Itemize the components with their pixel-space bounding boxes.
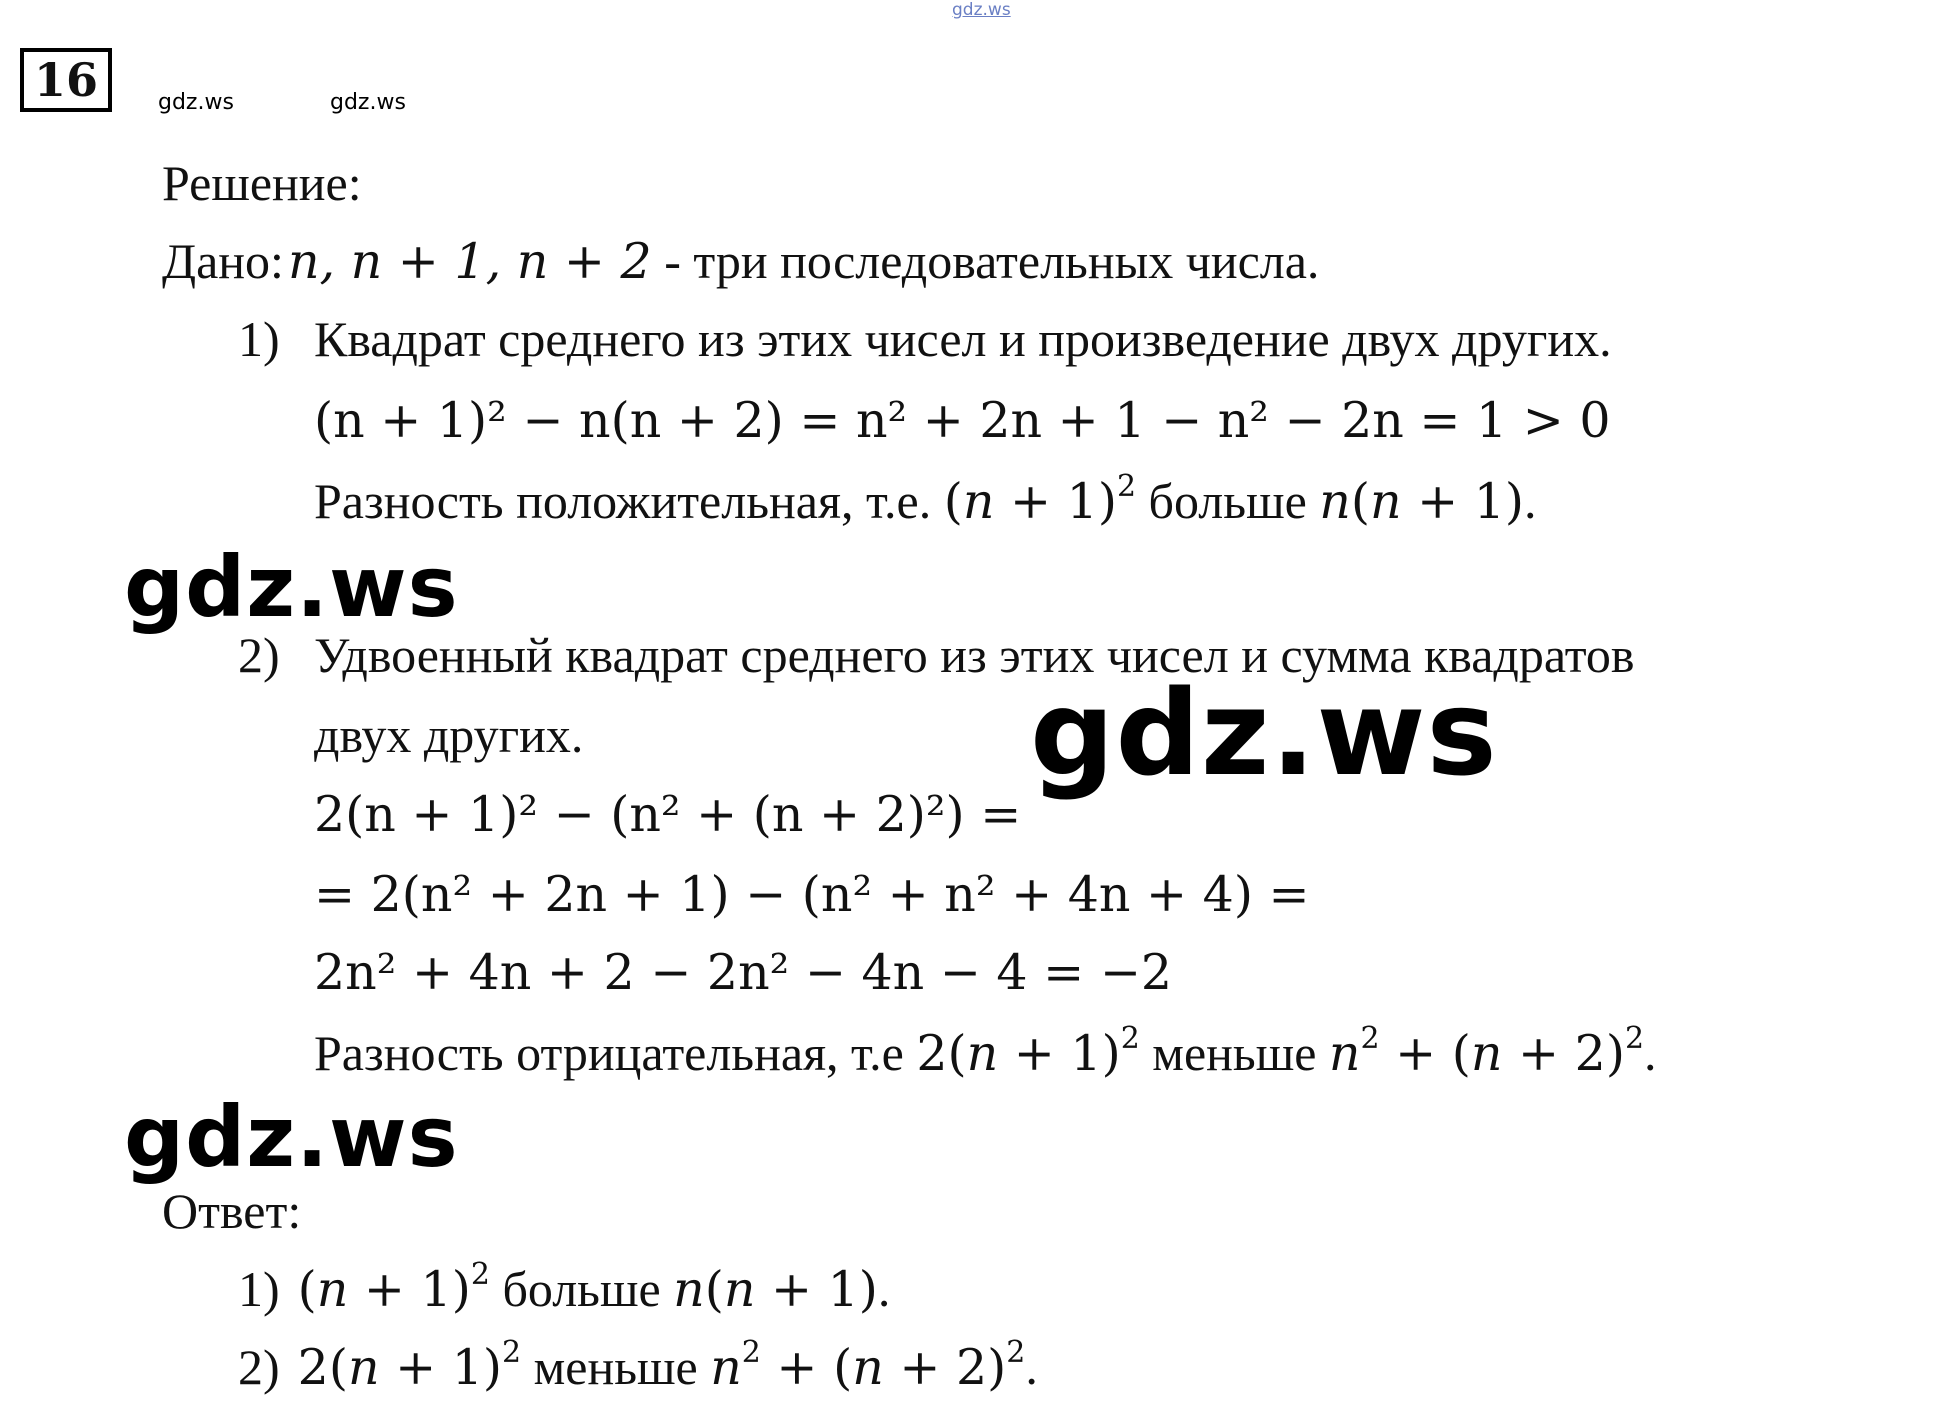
watermark-top[interactable]: gdz.ws [952,0,1011,20]
math-expression: $n^2 + (n + 2)^2$ [1328,1021,1645,1082]
answer-label: Ответ: [162,1183,302,1239]
given-label: Дано: [162,233,284,289]
math-expression: $(n + 1)^2$ [297,1257,490,1318]
period: . [1025,1339,1038,1395]
watermark-small: gdz.ws [330,90,406,115]
answer-item-1 [238,1257,891,1318]
math-expression: n(n + 1) [1319,473,1525,530]
math-expression: $n^2 + (n + 2)^2$ [710,1335,1026,1396]
answer-item-marker: 1) [238,1261,280,1317]
part2-conclusion-text: Разность отрицательная, т.е [314,1025,917,1081]
given-line [162,234,1319,289]
part2-conclusion [314,1021,1657,1082]
part2-equation-line3: 2n² + 4n + 2 − 2n² − 4n − 4 = −2 [314,944,1173,1001]
given-math: n, n + 1, n + 2 [287,233,652,290]
part2-conclusion-word: меньше [1139,1025,1329,1081]
part1-conclusion-word: больше [1136,473,1320,529]
math-expression: n(n + 1) [673,1261,878,1318]
answer-item-2 [238,1335,1038,1396]
answer-item-word: больше [489,1261,674,1317]
math-expression: $2(n + 1)^2$ [297,1335,522,1396]
solution-label: Решение: [162,155,362,211]
part2-marker: 2) [238,627,280,683]
watermark-big: gdz.ws [124,1088,459,1186]
period: . [1644,1025,1657,1081]
watermark-big: gdz.ws [124,538,459,636]
given-text: - три последовательных числа. [651,233,1320,289]
part1-marker: 1) [238,311,280,367]
part1-statement: Квадрат среднего из этих чисел и произведение двух других. [314,311,1612,367]
watermark-small: gdz.ws [158,90,234,115]
period: . [1524,473,1537,529]
period: . [877,1261,891,1317]
math-expression: $(n + 1)^2$ [943,469,1137,530]
part1-conclusion [314,469,1537,530]
part1-conclusion-text: Разность положительная, т.е. [314,473,944,529]
task-number: 16 [20,48,112,112]
answer-item-word: меньше [521,1339,711,1395]
answer-item-marker: 2) [238,1339,280,1395]
part2-equation-line1: 2(n + 1)² − (n² + (n + 2)²) = [314,786,1022,843]
part2-equation-line2: = 2(n² + 2n + 1) − (n² + n² + 4n + 4) = [314,866,1310,923]
math-expression: $2(n + 1)^2$ [916,1021,1140,1082]
part1-equation: (n + 1)² − n(n + 2) = n² + 2n + 1 − n² − 2n = 1 > 0 [314,392,1611,449]
part2-statement-line1: Удвоенный квадрат среднего из этих чисел и сумма квадратов [314,627,1635,683]
watermark-big-center: gdz.ws [1030,664,1498,802]
part2-statement-line2: двух других. [314,707,584,763]
